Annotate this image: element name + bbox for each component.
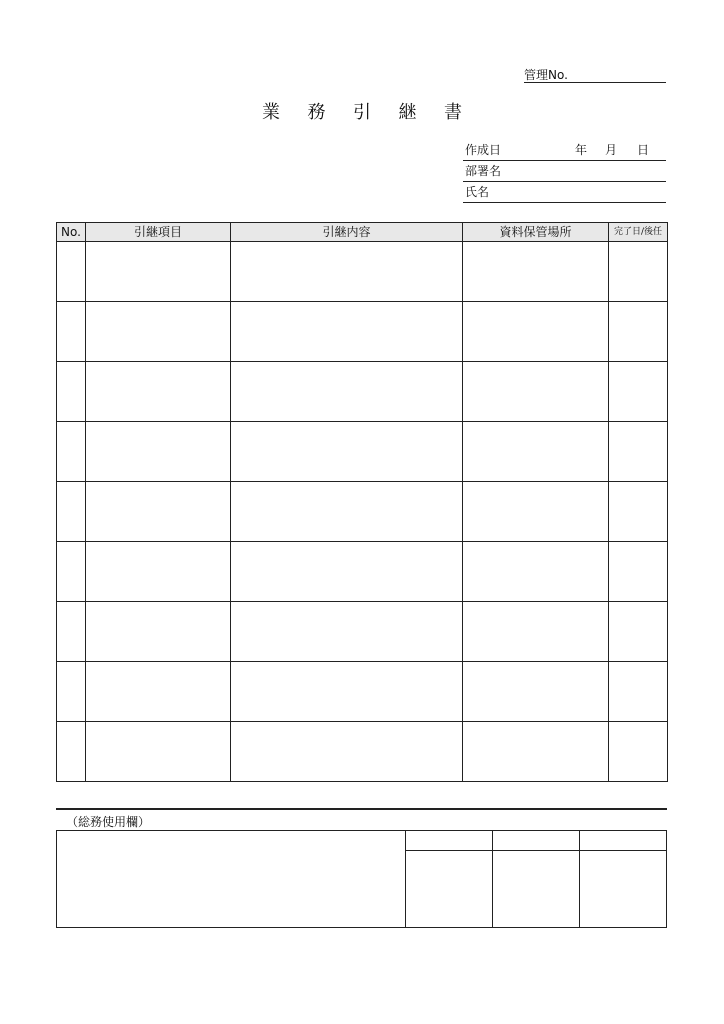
cell-content: [231, 422, 463, 482]
cell-no: [57, 482, 86, 542]
cell-storage-location: [463, 422, 609, 482]
cell-storage-location: [463, 362, 609, 422]
cell-completion-successor: [609, 722, 668, 782]
table-row: [57, 482, 668, 542]
approval-column-header: [406, 831, 492, 851]
cell-completion-successor: [609, 602, 668, 662]
table-row: [57, 542, 668, 602]
name-field: [463, 182, 666, 203]
cell-item: [86, 722, 231, 782]
cell-completion-successor: [609, 662, 668, 722]
cell-no: [57, 302, 86, 362]
cell-no: [57, 242, 86, 302]
cell-completion-successor: [609, 422, 668, 482]
cell-completion-successor: [609, 482, 668, 542]
cell-storage-location: [463, 542, 609, 602]
cell-item: [86, 542, 231, 602]
cell-storage-location: [463, 482, 609, 542]
cell-completion-successor: [609, 542, 668, 602]
cell-item: [86, 662, 231, 722]
approval-column: [579, 831, 666, 927]
cell-content: [231, 602, 463, 662]
cell-item: [86, 302, 231, 362]
cell-no: [57, 362, 86, 422]
general-affairs-label: （総務使用欄）: [66, 815, 151, 829]
cell-storage-location: [463, 602, 609, 662]
name-label: 氏名: [465, 185, 490, 199]
table-row: [57, 722, 668, 782]
document-title: [262, 98, 462, 126]
cell-no: [57, 602, 86, 662]
table-row: [57, 242, 668, 302]
year-label: 年: [575, 143, 588, 157]
table-body: [57, 242, 668, 782]
table-row: [57, 362, 668, 422]
management-number-field: [524, 64, 666, 83]
approval-column-header: [493, 831, 579, 851]
management-number-label: 管理No.: [524, 68, 568, 82]
cell-item: [86, 602, 231, 662]
approval-column: [492, 831, 579, 927]
cell-completion-successor: [609, 362, 668, 422]
cell-no: [57, 422, 86, 482]
header-item: 引継項目: [86, 223, 231, 242]
title-char: 書: [444, 102, 462, 123]
cell-completion-successor: [609, 242, 668, 302]
cell-content: [231, 662, 463, 722]
title-char: 継: [398, 102, 417, 123]
table-row: [57, 302, 668, 362]
general-affairs-section: [56, 808, 667, 829]
cell-no: [57, 542, 86, 602]
approval-column-header: [580, 831, 666, 851]
cell-storage-location: [463, 722, 609, 782]
handover-table: [56, 222, 668, 782]
general-affairs-box: [56, 830, 667, 928]
cell-content: [231, 362, 463, 422]
cell-content: [231, 722, 463, 782]
cell-storage-location: [463, 302, 609, 362]
table-header-row: [57, 223, 668, 242]
approval-column: [405, 831, 492, 927]
department-label: 部署名: [465, 164, 502, 178]
cell-no: [57, 662, 86, 722]
table-row: [57, 602, 668, 662]
cell-content: [231, 482, 463, 542]
title-char: 引: [353, 102, 371, 123]
cell-storage-location: [463, 662, 609, 722]
cell-item: [86, 362, 231, 422]
cell-storage-location: [463, 242, 609, 302]
cell-item: [86, 422, 231, 482]
header-no: No.: [57, 223, 86, 242]
day-label: 日: [637, 143, 650, 157]
header-content: 引継内容: [231, 223, 463, 242]
cell-content: [231, 242, 463, 302]
cell-no: [57, 722, 86, 782]
department-field: [463, 161, 666, 182]
table-row: [57, 662, 668, 722]
header-completion-successor: 完了日/後任: [609, 223, 668, 242]
header-storage-location: 資料保管場所: [463, 223, 609, 242]
cell-item: [86, 242, 231, 302]
created-date-label: 作成日: [465, 143, 502, 157]
title-char: 務: [307, 102, 326, 123]
table-row: [57, 422, 668, 482]
month-label: 月: [605, 143, 618, 157]
created-date-field: [463, 140, 666, 161]
title-char: 業: [262, 102, 280, 123]
cell-item: [86, 482, 231, 542]
cell-content: [231, 542, 463, 602]
cell-content: [231, 302, 463, 362]
cell-completion-successor: [609, 302, 668, 362]
